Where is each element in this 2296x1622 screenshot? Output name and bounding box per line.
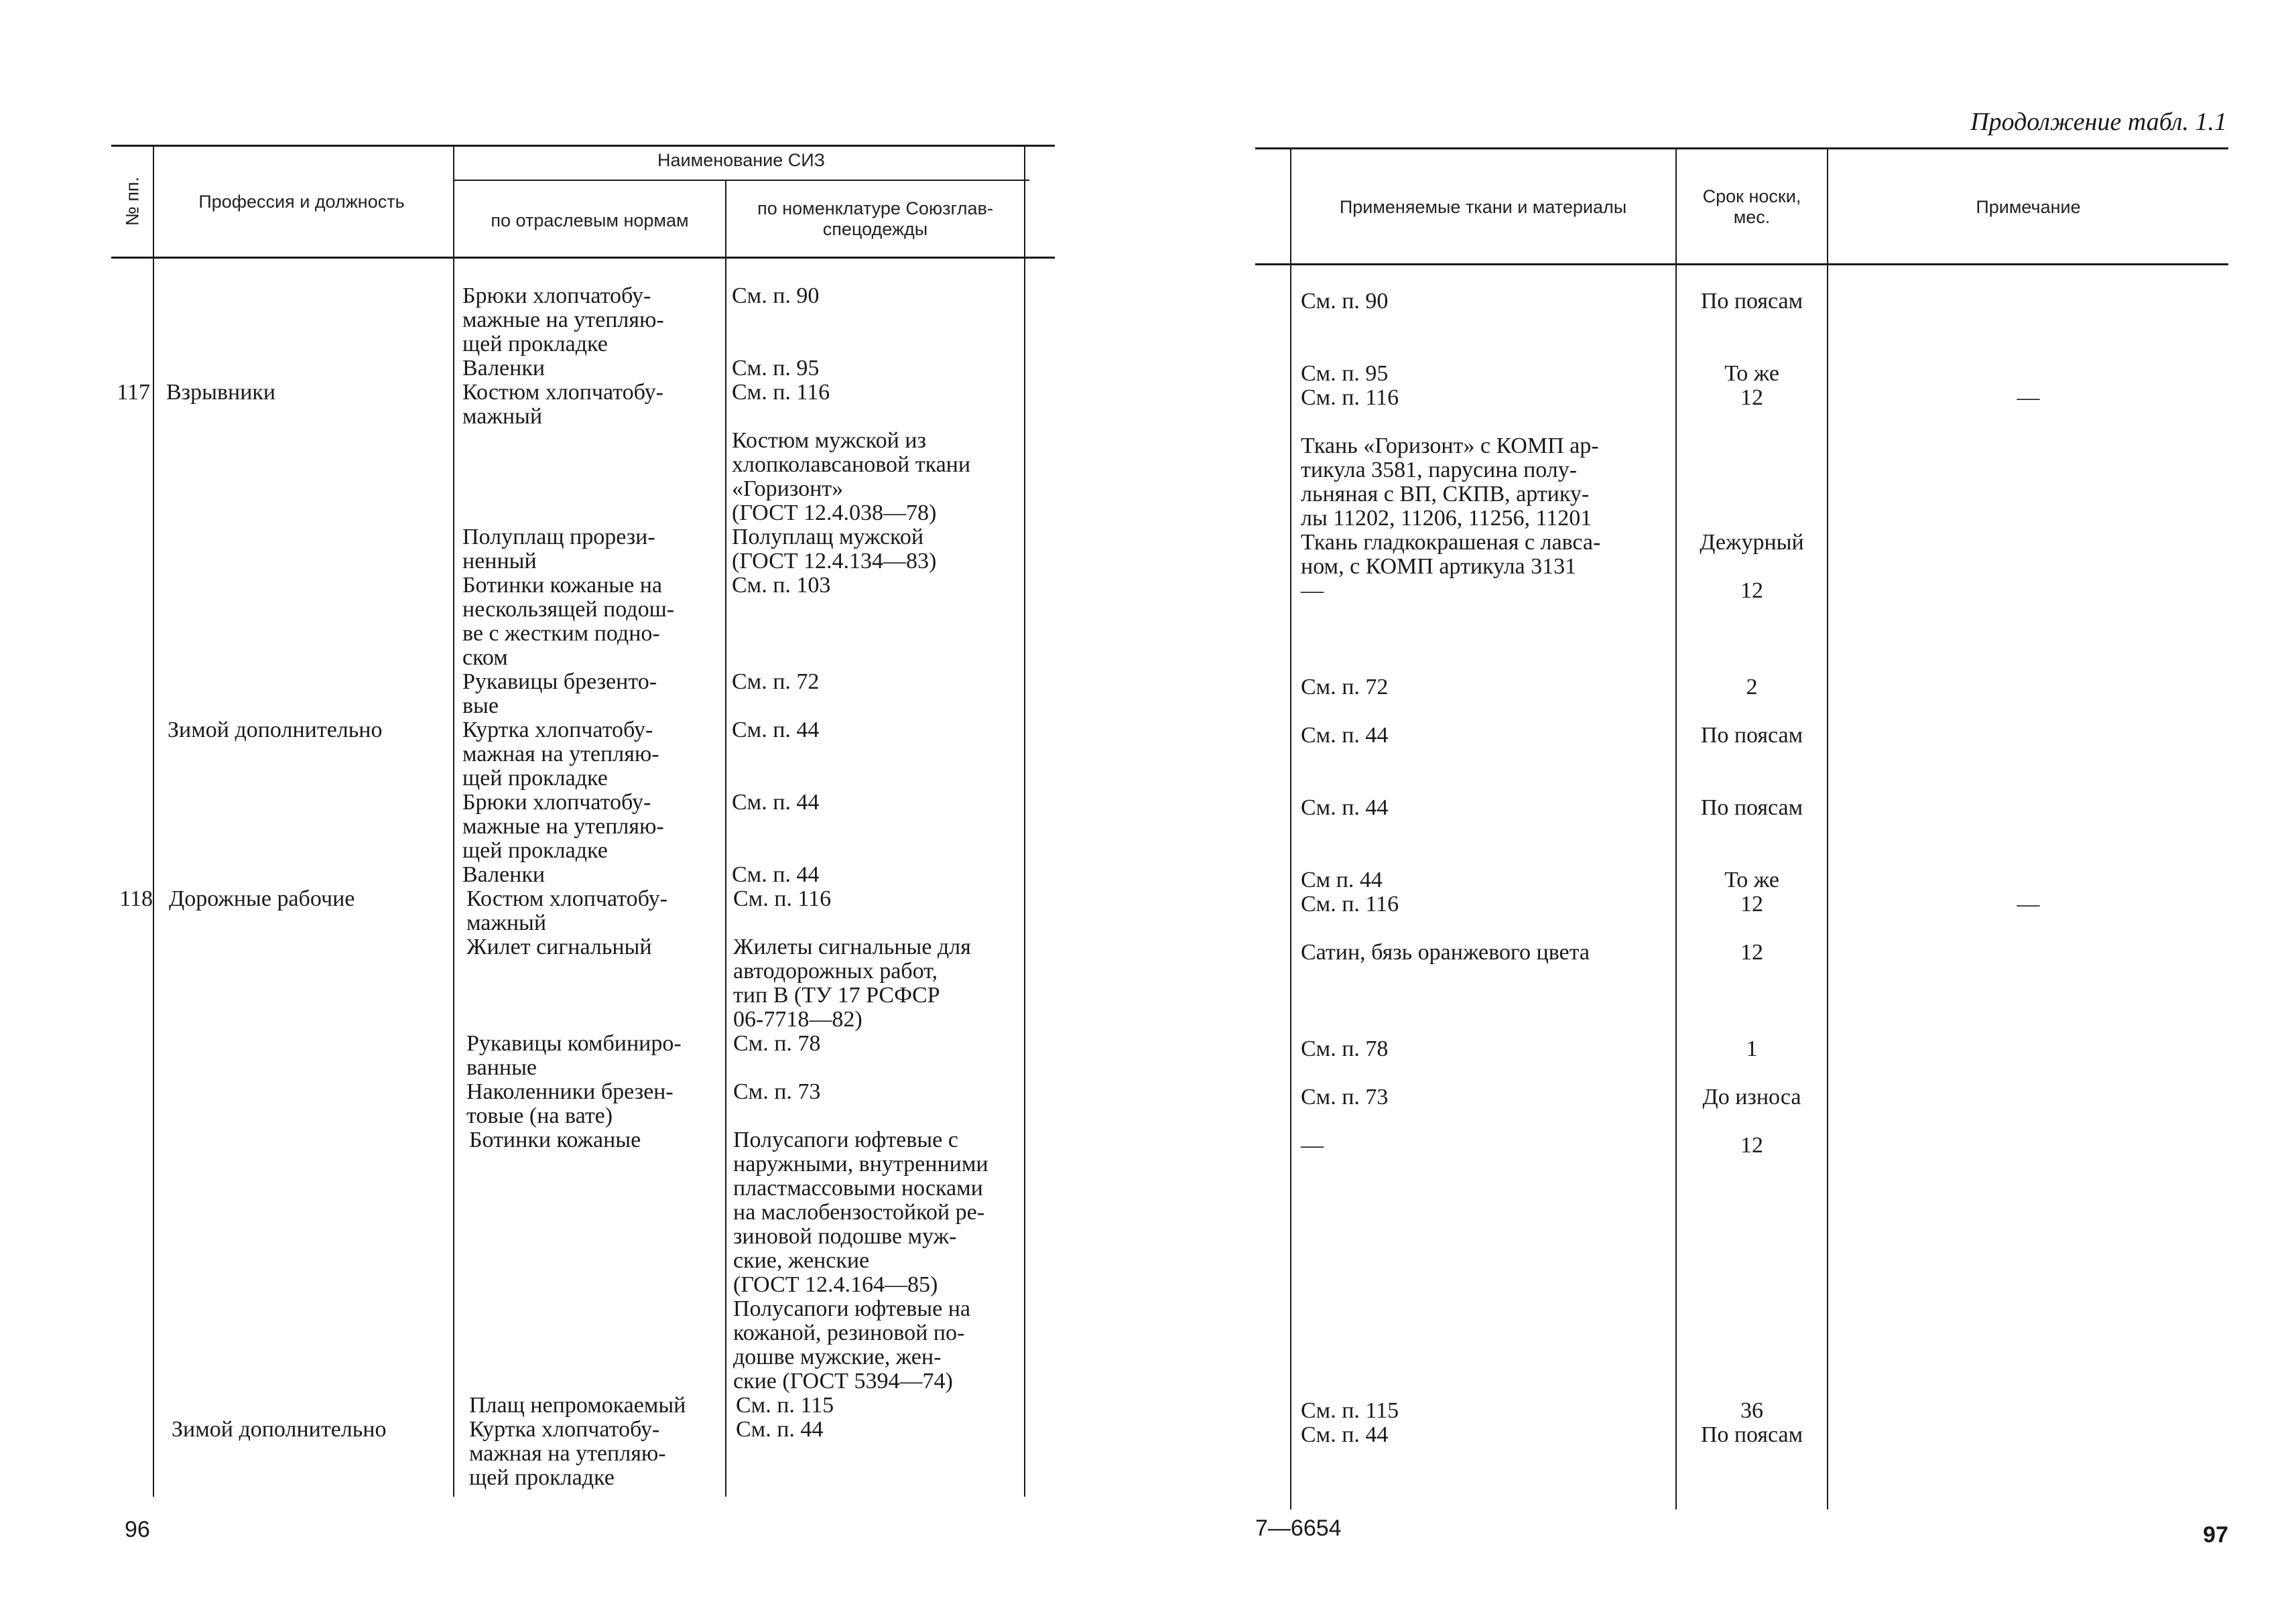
cell-item: Костюм хлопчатобу- мажный (466, 886, 667, 935)
col-divider-industry (725, 181, 726, 1497)
col-divider-left (1290, 149, 1291, 1509)
cell-num: 118 (119, 886, 153, 911)
page-number: 97 (2203, 1522, 2228, 1548)
cell-materials: См. п. 95 (1301, 361, 1389, 386)
cell-term: 12 (1740, 385, 1763, 410)
cell-item: Плащ непромокаемый (469, 1393, 686, 1418)
cell-term: 12 (1740, 578, 1763, 603)
cell-nomenclature: См. п. 116 (733, 886, 832, 911)
cell-materials: См. п. 115 (1301, 1398, 1399, 1423)
cell-term: 36 (1740, 1398, 1763, 1423)
cell-materials: См. п. 78 (1301, 1036, 1389, 1061)
cell-materials: Сатин, бязь оранжевого цвета (1301, 940, 1590, 965)
header-bottom-rule (1255, 263, 2228, 265)
cell-nomenclature: Жилеты сигнальные для автодорожных работ, тип В (ТУ 17 РСФСР 06-7718—82) (733, 935, 971, 1032)
header-bottom-rule (111, 257, 1055, 259)
cell-nomenclature: Полусапоги юфтевые с наружными, внутренними пластмассовыми носками на маслобензостойкой ре- зиновой подошве муж- ские, женские (ГОСТ 12.4.164—85) Полусапоги юфтевые на кожаной, резиновой по- дошве мужские, жен- ские (ГОСТ 5394—74) (733, 1128, 988, 1394)
cell-item: Костюм хлопчатобу- мажный (462, 380, 663, 429)
cell-item: Рукавицы брезенто- вые (462, 669, 657, 718)
cell-term: 12 (1740, 892, 1763, 917)
cell-materials: См. п. 72 (1301, 675, 1389, 699)
cell-materials: См. п. 44 (1301, 795, 1389, 820)
header-profession: Профессия и должность (198, 192, 405, 212)
right-page (1148, 0, 2296, 1622)
cell-item: Брюки хлопчатобу- мажные на утепляю- щей прокладке (462, 790, 664, 863)
cell-item: Жилет сигнальный (466, 935, 652, 959)
cell-nomenclature: См. п. 116 (732, 380, 830, 405)
cell-term: 12 (1740, 1133, 1763, 1158)
cell-item: Полуплащ прорези- ненный (462, 525, 655, 573)
cell-item: Валенки (462, 862, 546, 887)
cell-profession: Зимой дополнительно (172, 1417, 387, 1442)
table-continuation-caption: Продолжение табл. 1.1 (1970, 108, 2227, 136)
header-materials: Применяемые ткани и материалы (1339, 197, 1627, 217)
cell-materials: Ткань «Горизонт» с КОМП ар- тикула 3581, парусина полу- льняная с ВП, СКПВ, артику- лы 11202, 11206, 11256, 11201 (1301, 433, 1599, 531)
cell-materials: См. п. 73 (1301, 1085, 1389, 1109)
cell-nomenclature: См. п. 73 (733, 1079, 821, 1104)
cell-term: То же (1724, 868, 1779, 892)
cell-nomenclature: См. п. 44 (732, 718, 820, 742)
col-divider-materials (1675, 149, 1677, 1509)
cell-materials: См. п. 116 (1301, 892, 1399, 917)
cell-nomenclature: См. п. 90 (732, 283, 820, 308)
cell-nomenclature: См. п. 78 (733, 1031, 821, 1056)
cell-nomenclature: См. п. 44 (732, 790, 820, 815)
cell-profession: Взрывники (166, 380, 276, 405)
col-divider-profession (453, 147, 454, 1497)
cell-note: — (2017, 385, 2040, 410)
cell-materials: Ткань гладкокрашеная с лавса- ном, с КОМП артикула 3131 (1301, 530, 1601, 579)
cell-item: Рукавицы комбиниро- ванные (466, 1031, 682, 1080)
cell-materials: См. п. 44 (1301, 1422, 1389, 1447)
table-top-rule (1255, 147, 2228, 149)
cell-materials: См. п. 116 (1301, 385, 1399, 410)
cell-term: 1 (1746, 1036, 1758, 1061)
cell-term: По поясам (1700, 723, 1803, 748)
cell-nomenclature: См. п. 103 (732, 573, 831, 598)
cell-materials: См. п. 44 (1301, 723, 1389, 748)
cell-nomenclature: См. п. 95 (732, 356, 820, 381)
cell-term: Дежурный (1700, 530, 1804, 555)
table-top-rule (111, 145, 1055, 147)
header-note: Примечание (1976, 197, 2081, 217)
cell-materials: — (1301, 578, 1324, 603)
cell-term: По поясам (1700, 289, 1803, 314)
header-siz-group: Наименование СИЗ (657, 150, 825, 170)
cell-term: По поясам (1700, 1422, 1803, 1447)
col-divider-nomenclature (1024, 147, 1025, 1497)
header-term: Срок носки, мес. (1702, 186, 1801, 227)
col-divider-num (153, 147, 154, 1497)
header-nomenclature: по номенклатуре Союзглав- спецодежды (757, 198, 993, 239)
signature-mark: 7—6654 (1255, 1515, 1342, 1541)
cell-term: По поясам (1700, 795, 1803, 820)
page-number: 96 (125, 1517, 150, 1542)
cell-term: 12 (1740, 940, 1763, 965)
cell-item: Ботинки кожаные на нескользящей подош- ве с жестким подно- ском (462, 573, 675, 670)
cell-item: Куртка хлопчатобу- мажная на утепляю- щей прокладке (469, 1417, 666, 1490)
cell-item: Брюки хлопчатобу- мажные на утепляю- щей прокладке (462, 283, 664, 356)
cell-nomenclature: Полуплащ мужской (ГОСТ 12.4.134—83) (732, 525, 937, 573)
header-num: № пп. (122, 176, 143, 226)
cell-item: Ботинки кожаные (469, 1128, 641, 1152)
siz-group-rule (453, 180, 1029, 181)
cell-num: 117 (117, 380, 150, 405)
cell-item: Куртка хлопчатобу- мажная на утепляю- щей прокладке (462, 718, 659, 791)
header-industry: по отраслевым нормам (491, 210, 689, 230)
cell-item: Валенки (462, 356, 546, 381)
cell-profession: Дорожные рабочие (169, 886, 355, 911)
cell-nomenclature: См. п. 72 (732, 669, 820, 694)
cell-nomenclature: См. п. 44 (736, 1417, 824, 1442)
cell-item: Наколенники брезен- товые (на вате) (466, 1079, 674, 1128)
col-divider-term (1827, 149, 1828, 1509)
cell-nomenclature: См. п. 115 (736, 1393, 834, 1418)
cell-profession: Зимой дополнительно (168, 718, 383, 742)
cell-note: — (2017, 892, 2040, 917)
cell-term: 2 (1746, 675, 1758, 699)
cell-term: То же (1724, 361, 1779, 386)
cell-materials: См. п. 90 (1301, 289, 1389, 314)
cell-materials: См п. 44 (1301, 868, 1383, 892)
cell-materials: — (1301, 1133, 1324, 1158)
cell-nomenclature: См. п. 44 (732, 862, 820, 887)
cell-term: До износа (1702, 1085, 1801, 1109)
cell-nomenclature: Костюм мужской из хлопколавсановой ткани «Горизонт» (ГОСТ 12.4.038—78) (732, 428, 971, 525)
